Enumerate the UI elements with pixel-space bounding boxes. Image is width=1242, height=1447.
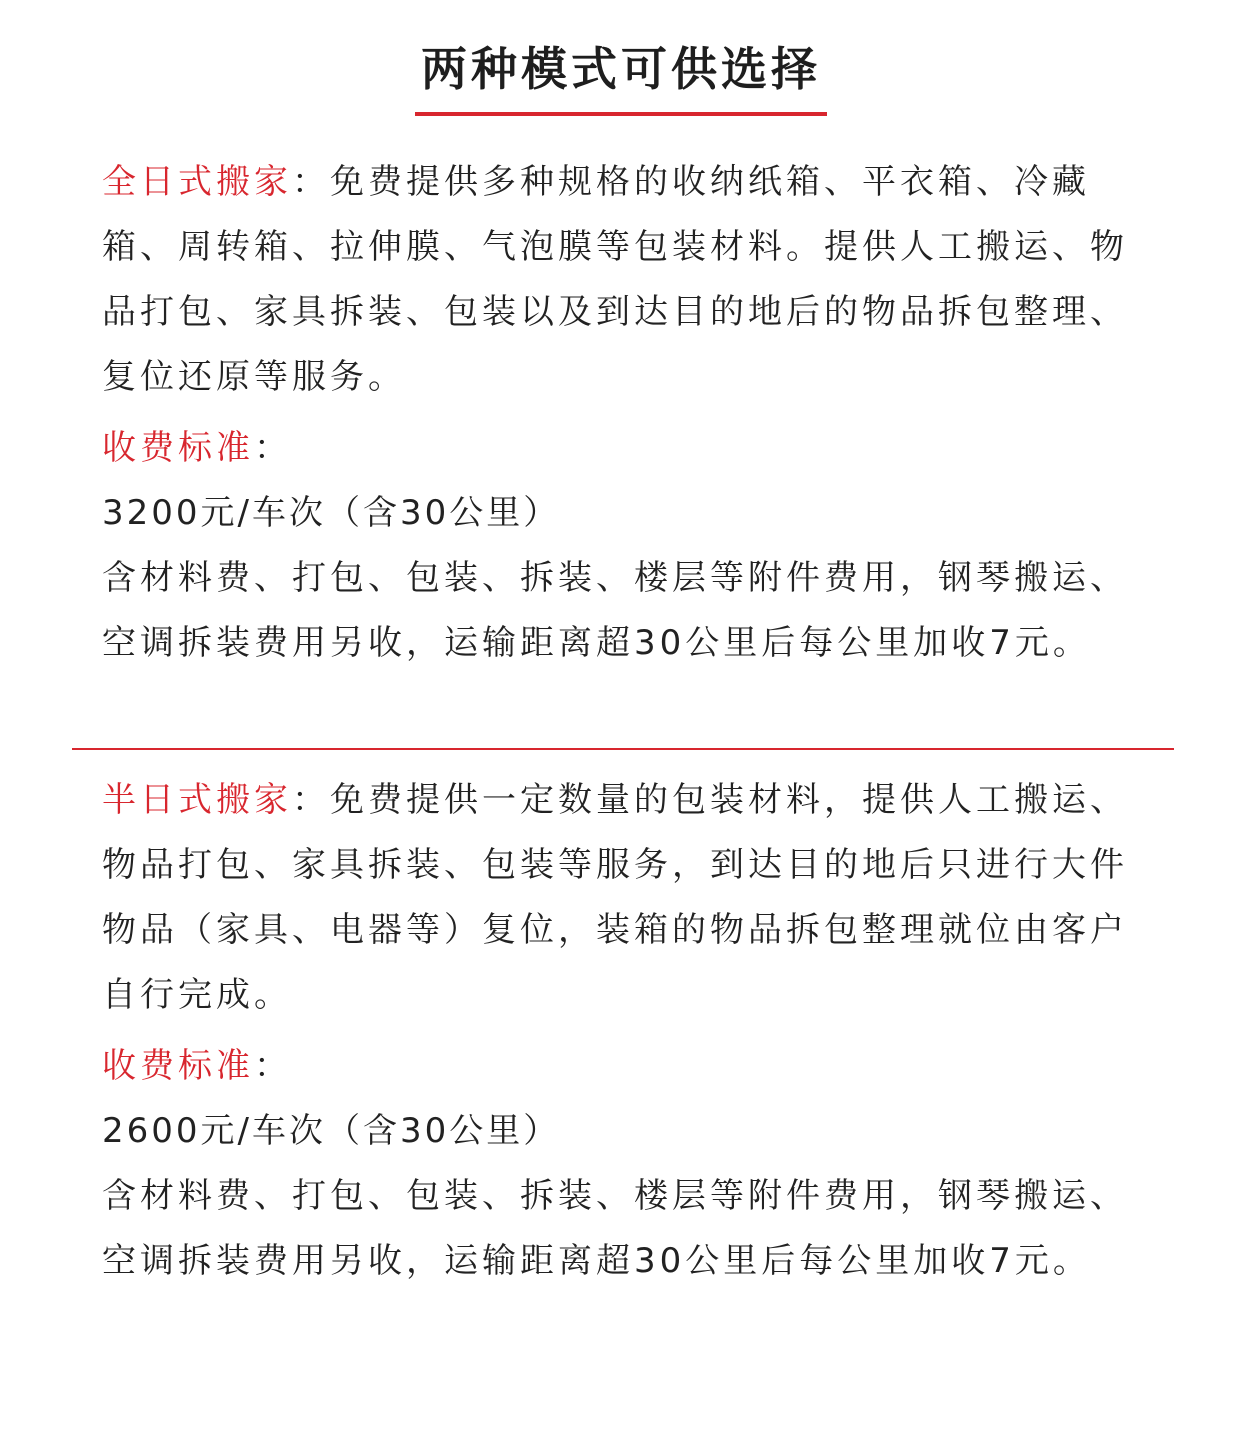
full-day-fee-colon: ： — [254, 428, 292, 468]
half-day-price: 2600元/车次（含30公里） — [102, 1111, 561, 1151]
full-day-fee-label: 收费标准 — [102, 428, 254, 468]
full-day-section — [102, 150, 1162, 676]
half-day-section — [102, 768, 1162, 1294]
half-day-paragraph — [102, 768, 1162, 1028]
full-day-price: 3200元/车次（含30公里） — [102, 493, 561, 533]
half-day-description: 免费提供一定数量的包装材料，提供人工搬运、物品打包、家具拆装、包装等服务，到达目的地后只进行大件物品（家具、电器等）复位，装箱的物品拆包整理就位由客户自行完成。 — [102, 780, 1128, 1015]
half-day-colon: ： — [292, 780, 330, 820]
full-day-fee-heading — [102, 416, 1162, 481]
title-wrap — [0, 38, 1242, 116]
full-day-fee-note: 含材料费、打包、包装、拆装、楼层等附件费用，钢琴搬运、空调拆装费用另收，运输距离超30公里后每公里加收7元。 — [102, 558, 1128, 663]
section-divider — [72, 748, 1174, 750]
half-day-fee-note: 含材料费、打包、包装、拆装、楼层等附件费用，钢琴搬运、空调拆装费用另收，运输距离超30公里后每公里加收7元。 — [102, 1176, 1128, 1281]
full-day-description: 免费提供多种规格的收纳纸箱、平衣箱、冷藏箱、周转箱、拉伸膜、气泡膜等包装材料。提供人工搬运、物品打包、家具拆装、包装以及到达目的地后的物品拆包整理、复位还原等服务。 — [102, 162, 1128, 397]
half-day-fee-heading — [102, 1034, 1162, 1099]
full-day-label: 全日式搬家 — [102, 162, 292, 202]
half-day-fee-label: 收费标准 — [102, 1046, 254, 1086]
full-day-paragraph — [102, 150, 1162, 410]
page-title: 两种模式可供选择 — [415, 38, 827, 116]
half-day-fee-colon: ： — [254, 1046, 292, 1086]
full-day-colon: ： — [292, 162, 330, 202]
half-day-label: 半日式搬家 — [102, 780, 292, 820]
